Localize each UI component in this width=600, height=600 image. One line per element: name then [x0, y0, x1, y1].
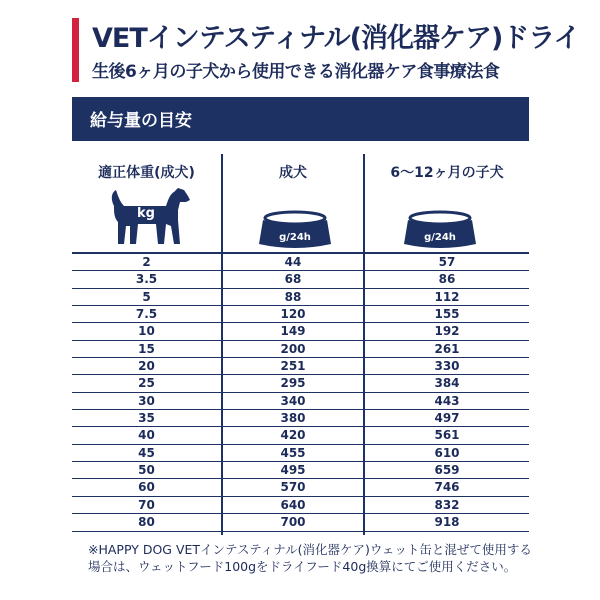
adult-cell: 44: [284, 255, 302, 269]
section-title: 給与量の目安: [90, 111, 192, 131]
page-subtitle: 生後6ヶ月の子犬から使用できる消化器ケア食事療法食: [92, 62, 500, 82]
puppy-cell: 112: [434, 289, 460, 304]
table-row: [72, 358, 529, 375]
food-bowl-icon: [255, 210, 335, 250]
puppy-cell: 497: [434, 411, 460, 426]
table-row: [72, 514, 529, 531]
weight-cell: 20: [138, 359, 155, 374]
adult-cell: 455: [280, 445, 306, 460]
puppy-cell: 192: [434, 324, 460, 339]
weight-cell: 25: [138, 376, 155, 391]
table-row: [72, 341, 529, 358]
bowl-unit-label-puppy: g/24h: [424, 232, 456, 243]
table-row: [72, 427, 529, 444]
puppy-cell: 443: [434, 393, 460, 408]
weight-cell: 60: [138, 480, 155, 495]
puppy-cell: 384: [434, 376, 460, 391]
adult-cell: 295: [280, 376, 306, 391]
weight-cell: 40: [138, 428, 155, 443]
puppy-cell: 561: [434, 428, 460, 443]
weight-cell: 5: [142, 289, 151, 304]
weight-cell: 80: [138, 515, 155, 530]
weight-cell: 50: [138, 463, 155, 478]
adult-cell: 200: [280, 341, 306, 356]
adult-cell: 570: [280, 480, 306, 495]
puppy-cell: 86: [438, 272, 456, 287]
table-row: [72, 479, 529, 496]
feeding-table: [72, 254, 529, 532]
table-row: [72, 254, 529, 271]
puppy-cell: 918: [434, 515, 460, 530]
page-title: VETインテスティナル(消化器ケア)ドライ: [92, 23, 580, 54]
table-row: [72, 289, 529, 306]
puppy-cell: 746: [434, 480, 460, 495]
puppy-cell: 57: [438, 255, 456, 269]
table-row: [72, 306, 529, 323]
adult-cell: 495: [280, 463, 306, 478]
adult-cell: 149: [280, 324, 306, 339]
table-row: [72, 497, 529, 514]
weight-cell: 7.5: [135, 307, 158, 322]
weight-cell: 2: [142, 255, 151, 269]
puppy-cell: 155: [434, 307, 460, 322]
puppy-cell: 659: [434, 463, 460, 478]
table-row: [72, 323, 529, 340]
column-header-puppy: 6～12ヶ月の子犬: [390, 165, 504, 181]
dog-silhouette-icon: [108, 186, 192, 248]
table-row: [72, 410, 529, 427]
table-row: [72, 393, 529, 410]
weight-unit-label: kg: [137, 206, 155, 221]
adult-cell: 340: [280, 393, 306, 408]
adult-cell: 420: [280, 428, 306, 443]
table-row: [72, 445, 529, 462]
adult-cell: 68: [284, 272, 302, 287]
table-row: [72, 271, 529, 288]
adult-cell: 88: [284, 289, 302, 304]
table-row: [72, 375, 529, 392]
adult-cell: 251: [280, 359, 306, 374]
weight-cell: 45: [138, 445, 155, 460]
column-header-weight: 適正体重(成犬): [98, 165, 195, 181]
adult-cell: 700: [280, 515, 306, 530]
weight-cell: 10: [138, 324, 155, 339]
weight-cell: 3.5: [135, 272, 158, 287]
weight-cell: 70: [138, 497, 155, 512]
adult-cell: 640: [280, 497, 306, 512]
adult-cell: 120: [280, 307, 306, 322]
footnote: ※HAPPY DOG VETインテスティナル(消化器ケア)ウェット缶と混ぜて使用する場合は、ウェットフード100gをドライフード40g換算にてご使用ください。: [88, 542, 532, 574]
column-header-adult: 成犬: [279, 165, 307, 181]
adult-cell: 380: [280, 411, 306, 426]
puppy-cell: 330: [434, 359, 460, 374]
accent-bar: [72, 18, 79, 82]
puppy-cell: 261: [434, 341, 460, 356]
weight-cell: 15: [138, 341, 155, 356]
puppy-cell: 832: [434, 497, 460, 512]
weight-cell: 30: [138, 393, 155, 408]
food-bowl-icon-puppy: [400, 210, 480, 250]
table-row: [72, 462, 529, 479]
weight-cell: 35: [138, 411, 155, 426]
bowl-unit-label-adult: g/24h: [279, 232, 311, 243]
puppy-cell: 610: [434, 445, 460, 460]
